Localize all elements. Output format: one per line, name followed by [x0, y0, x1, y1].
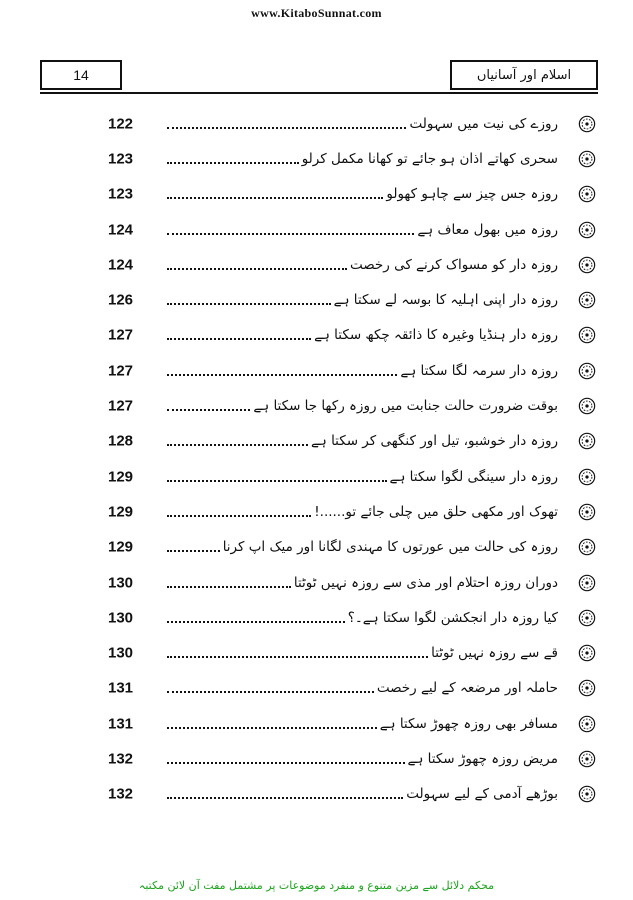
- toc-entry: [164, 398, 558, 414]
- toc-entry: [164, 327, 558, 343]
- toc-entry-title: مسافر بھی روزہ چھوڑ سکتا ہے: [379, 715, 558, 732]
- toc-entry-title: روزہ دار ہنڈیا وغیرہ کا ذائقہ چکھ سکتا ہے: [314, 327, 558, 344]
- toc-entry-title: مریض روزہ چھوڑ سکتا ہے: [407, 750, 558, 767]
- toc-entry: [164, 575, 558, 591]
- dot-leader: [167, 727, 377, 729]
- dot-leader: [167, 233, 414, 235]
- toc-page-number: 132: [108, 750, 134, 768]
- toc-entry-title: روزہ جس چیز سے چاہو کھولو: [386, 186, 558, 203]
- toc-row: [108, 530, 598, 565]
- rosette-bullet-icon: [578, 715, 596, 733]
- toc-entry-title: سحری کھاتے اذان ہو جائے تو کھانا مکمل کرلو: [301, 150, 558, 167]
- toc-entry-title: قے سے روزہ نہیں ٹوٹتا: [431, 645, 558, 662]
- toc-row: [108, 388, 598, 423]
- toc-row: [108, 106, 598, 141]
- toc-page-number: 132: [108, 785, 134, 803]
- toc-page-number: 122: [108, 115, 134, 133]
- rosette-bullet-icon: [578, 221, 596, 239]
- dot-leader: [167, 444, 308, 446]
- dot-leader: [167, 197, 383, 199]
- toc-entry-title: حاملہ اور مرضعہ کے لیے رخصت: [376, 680, 558, 697]
- dot-leader: [167, 515, 311, 517]
- header-rule: [40, 92, 598, 94]
- dot-leader: [167, 303, 331, 305]
- toc-page-number: 130: [108, 609, 134, 627]
- table-of-contents: [108, 106, 598, 812]
- toc-page-number: 127: [108, 362, 134, 380]
- toc-row: [108, 671, 598, 706]
- toc-entry: [164, 539, 558, 555]
- toc-entry-title: تھوک اور مکھی حلق میں چلی جائے تو......!: [314, 503, 558, 520]
- book-title-box: [450, 60, 598, 90]
- toc-entry: [164, 363, 558, 379]
- toc-row: [108, 494, 598, 529]
- toc-entry-title: کیا روزہ دار انجکشن لگوا سکتا ہے۔؟: [347, 609, 558, 626]
- dot-leader: [167, 691, 374, 693]
- toc-row: [108, 600, 598, 635]
- toc-page-number: 130: [108, 574, 134, 591]
- toc-entry: [164, 504, 558, 520]
- dot-leader: [167, 374, 397, 376]
- toc-page-number: 123: [108, 150, 134, 168]
- dot-leader: [167, 268, 347, 270]
- rosette-bullet-icon: [578, 185, 596, 203]
- page-number: 14: [73, 67, 89, 83]
- toc-entry-title: روزہ دار خوشبو، تیل اور کنگھی کر سکتا ہے: [310, 433, 558, 450]
- toc-page-number: 130: [108, 644, 134, 662]
- toc-row: [108, 424, 598, 459]
- toc-entry-title: روزے کی نیت میں سہولت: [409, 115, 558, 132]
- toc-entry: [164, 469, 558, 485]
- rosette-bullet-icon: [578, 538, 596, 556]
- toc-page-number: 123: [108, 185, 134, 203]
- toc-row: [108, 706, 598, 741]
- toc-page-number: 129: [108, 503, 134, 521]
- toc-page-number: 129: [108, 538, 134, 556]
- toc-entry-title: روزہ دار سینگی لگوا سکتا ہے: [389, 468, 558, 485]
- toc-row: [108, 247, 598, 282]
- toc-entry-title: دوران روزہ احتلام اور مذی سے روزہ نہیں ٹوٹتا: [293, 574, 558, 591]
- footer-tagline: محکم دلائل سے مزین متنوع و منفرد موضوعات پر مشتمل مفت آن لائن مکتبہ: [138, 879, 495, 892]
- dot-leader: [167, 127, 406, 129]
- toc-entry: [164, 645, 558, 661]
- toc-row: [108, 353, 598, 388]
- toc-page-number: 127: [108, 326, 134, 344]
- toc-row: [108, 177, 598, 212]
- toc-row: [108, 141, 598, 176]
- toc-page-number: 131: [108, 715, 134, 733]
- rosette-bullet-icon: [578, 609, 596, 627]
- toc-entry-title: روزہ دار اپنی اہلیہ کا بوسہ لے سکتا ہے: [333, 292, 558, 309]
- rosette-bullet-icon: [578, 397, 596, 415]
- rosette-bullet-icon: [578, 291, 596, 309]
- toc-entry: [164, 292, 558, 308]
- dot-leader: [167, 409, 250, 411]
- dot-leader: [167, 162, 299, 164]
- toc-entry-title: روزہ کی حالت میں عورتوں کا مہندی لگانا اور میک اپ کرنا: [222, 539, 558, 556]
- toc-entry: [164, 751, 558, 767]
- toc-page-number: 128: [108, 432, 134, 450]
- toc-entry-title: روزہ دار کو مسواک کرنے کی رخصت: [349, 256, 558, 273]
- rosette-bullet-icon: [578, 644, 596, 662]
- rosette-bullet-icon: [578, 115, 596, 133]
- toc-row: [108, 318, 598, 353]
- site-url: www.KitaboSunnat.com: [251, 6, 382, 20]
- toc-entry: [164, 186, 558, 202]
- dot-leader: [167, 586, 291, 588]
- toc-entry: [164, 222, 558, 238]
- rosette-bullet-icon: [578, 750, 596, 768]
- toc-row: [108, 459, 598, 494]
- toc-entry-title: روزہ دار سرمہ لگا سکتا ہے: [400, 362, 558, 379]
- toc-entry: [164, 151, 558, 167]
- rosette-bullet-icon: [578, 503, 596, 521]
- dot-leader: [167, 762, 405, 764]
- toc-entry: [164, 680, 558, 696]
- toc-page-number: 127: [108, 397, 134, 415]
- page-number-box: [40, 60, 122, 90]
- rosette-bullet-icon: [578, 679, 596, 697]
- toc-entry-title: بوقت ضرورت حالت جنابت میں روزہ رکھا جا سکتا ہے: [253, 398, 558, 415]
- dot-leader: [167, 656, 428, 658]
- toc-entry: [164, 433, 558, 449]
- toc-page-number: 129: [108, 468, 134, 486]
- toc-page-number: 124: [108, 221, 134, 239]
- dot-leader: [167, 338, 311, 340]
- book-title: اسلام اور آسانیاں: [476, 67, 572, 83]
- toc-row: [108, 282, 598, 317]
- toc-page-number: 131: [108, 679, 134, 697]
- toc-entry: [164, 610, 558, 626]
- rosette-bullet-icon: [578, 432, 596, 450]
- toc-row: [108, 741, 598, 776]
- toc-entry: [164, 786, 558, 802]
- rosette-bullet-icon: [578, 362, 596, 380]
- toc-entry: [164, 116, 558, 132]
- rosette-bullet-icon: [578, 326, 596, 344]
- dot-leader: [167, 797, 403, 799]
- rosette-bullet-icon: [578, 468, 596, 486]
- toc-page-number: 124: [108, 256, 134, 274]
- toc-entry-title: روزہ میں بھول معاف ہے: [417, 221, 558, 238]
- rosette-bullet-icon: [578, 574, 596, 592]
- dot-leader: [167, 550, 220, 552]
- toc-row: [108, 212, 598, 247]
- toc-page-number: 126: [108, 291, 134, 309]
- dot-leader: [167, 621, 345, 623]
- toc-row: [108, 565, 598, 600]
- rosette-bullet-icon: [578, 785, 596, 803]
- toc-row: [108, 777, 598, 812]
- dot-leader: [167, 480, 387, 482]
- toc-entry-title: بوڑھے آدمی کے لیے سہولت: [406, 786, 558, 803]
- toc-entry: [164, 257, 558, 273]
- toc-entry: [164, 716, 558, 732]
- rosette-bullet-icon: [578, 256, 596, 274]
- toc-row: [108, 635, 598, 670]
- rosette-bullet-icon: [578, 150, 596, 168]
